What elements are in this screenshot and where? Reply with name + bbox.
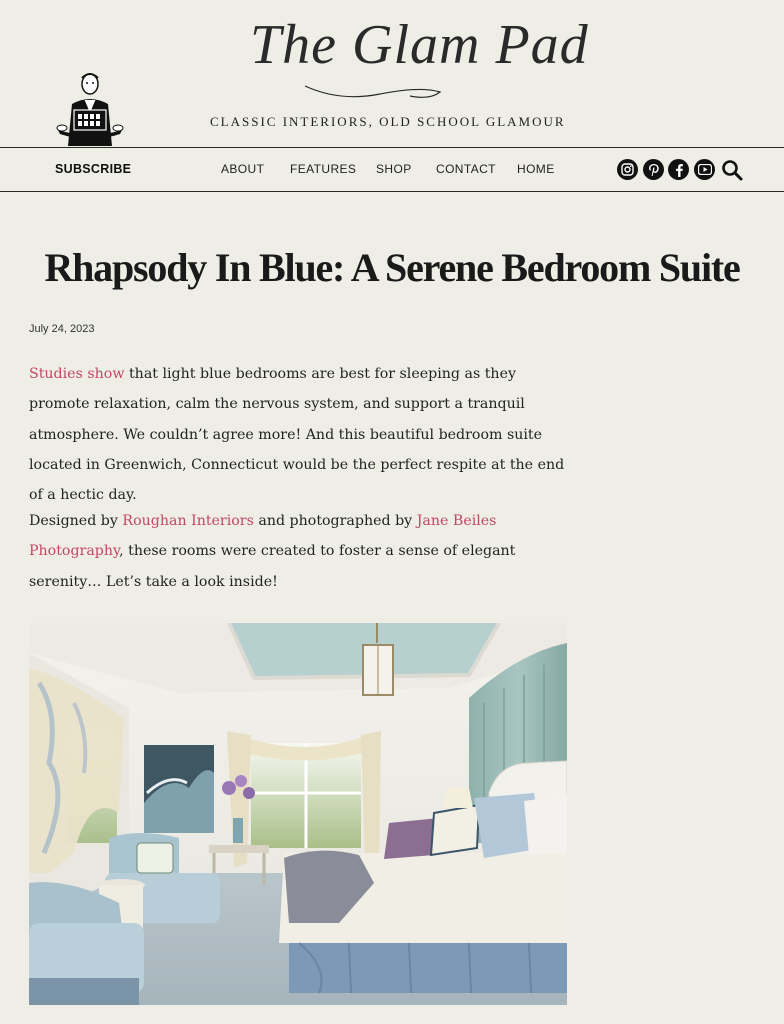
logo-flourish-icon: [300, 80, 450, 104]
bedroom-photo[interactable]: [29, 623, 567, 1005]
studies-show-link[interactable]: Studies show: [29, 366, 125, 382]
search-icon[interactable]: [720, 158, 744, 182]
roughan-interiors-link[interactable]: Roughan Interiors: [122, 513, 254, 529]
post-title: Rhapsody In Blue: A Serene Bedroom Suite: [44, 245, 740, 290]
subscribe-link[interactable]: SUBSCRIBE: [55, 162, 132, 176]
post-paragraph-2: [29, 506, 574, 597]
site-header: [0, 0, 784, 148]
nav-item-home[interactable]: HOME: [517, 162, 555, 176]
nav-item-about[interactable]: ABOUT: [221, 162, 265, 176]
post-paragraph-1: [29, 359, 574, 510]
facebook-icon[interactable]: [668, 159, 689, 180]
paragraph-2-prefix: Designed by: [29, 513, 123, 529]
main-nav: [0, 147, 784, 192]
site-tagline: CLASSIC INTERIORS, OLD SCHOOL GLAMOUR: [210, 114, 566, 129]
youtube-icon[interactable]: [694, 159, 715, 180]
nav-item-contact[interactable]: CONTACT: [436, 162, 496, 176]
instagram-icon[interactable]: [617, 159, 638, 180]
post-date: July 24, 2023: [29, 323, 95, 335]
nav-item-features[interactable]: FEATURES: [290, 162, 357, 176]
paragraph-1-text: that light blue bedrooms are best for sleeping as they promote relaxation, calm the nervous system, and support a tranquil atmosphere. We couldn’t agree more! And this beautiful bedroom suite located in Greenwich, Connecticut would be the perfect respite at the end of a hectic day.: [29, 366, 565, 504]
pinterest-icon[interactable]: [643, 159, 664, 180]
site-logo-text[interactable]: The Glam Pad: [250, 14, 589, 76]
paragraph-2-suffix: , these rooms were created to foster a sense of elegant serenity… Let’s take a look inside!: [29, 543, 516, 590]
butler-logo-icon[interactable]: [54, 70, 126, 150]
jane-beiles-photography-link[interactable]: Jane Beiles Photography: [29, 513, 497, 560]
paragraph-2-middle: and photographed by: [253, 513, 417, 529]
nav-item-shop[interactable]: SHOP: [376, 162, 412, 176]
